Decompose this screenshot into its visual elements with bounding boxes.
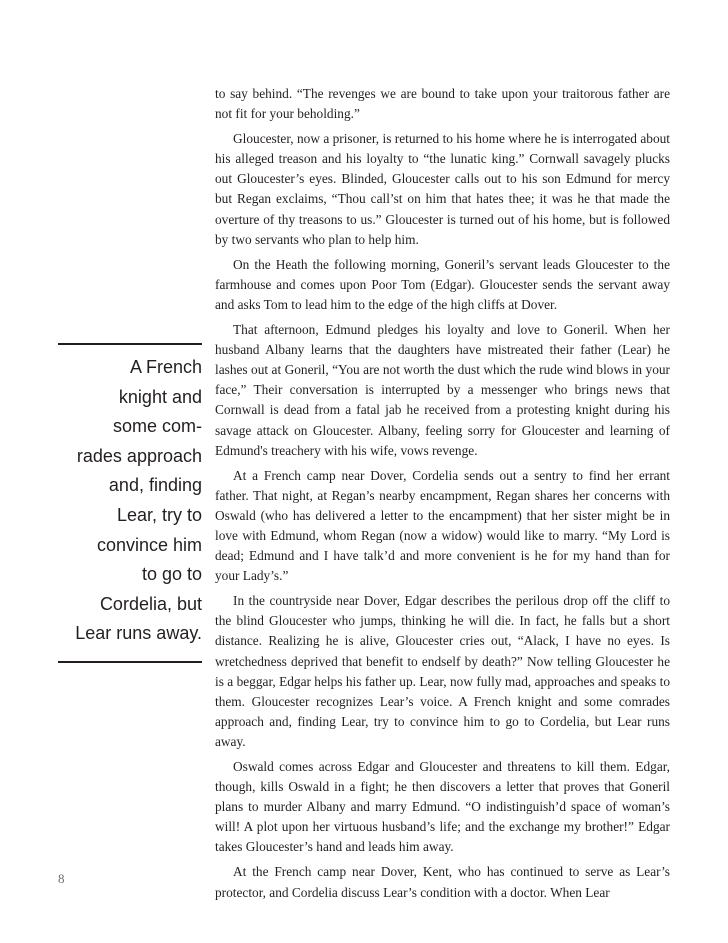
pull-quote [58, 343, 202, 663]
paragraph: At the French camp near Dover, Kent, who has continued to serve as Lear’s protector, and Cordelia discuss Lear’s condition with a doctor. When Lear [215, 864, 670, 900]
paragraph: On the Heath the following morning, Goneril’s servant leads Gloucester to the farmhouse and comes upon Poor Tom (Edgar). Gloucester sends the servant away and asks Tom to lead him to the edge of the high cliffs at Dover. [215, 256, 670, 312]
body-text-column [215, 84, 670, 908]
pull-quote-top-rule [58, 343, 202, 345]
paragraph: At a French camp near Dover, Cordelia sends out a sentry to find her errant father. That night, at Regan’s nearby encampment, Regan shares her concerns with Oswald (who has delivered a letter to the encampment) that her sister might be in love with Edmund, whom Regan (now a widow) would like to marry. “My Lord is dead; Edmund and I have talk’d and more convenient is he for my hand than for your Lady’s.” [215, 467, 670, 584]
paragraph: Oswald comes across Edgar and Gloucester and threatens to kill them. Edgar, though, kills Oswald in a fight; he then discovers a letter that proves that Goneril plans to murder Albany and marry Edmund. “O indistinguish’d space of woman’s will! A plot upon her virtuous husband’s life; and the exchange my brother!” Edgar takes Gloucester’s hand and leads him away. [215, 759, 670, 855]
paragraph: That afternoon, Edmund pledges his loyalty and love to Goneril. When her husband Albany learns that the daughters have mistreated their father (Lear) he lashes out at Goneril, “You are not worth the dust which the rude wind blows in your face,” Their conversation is interrupted by a messenger who brings news that Cornwall is dead from a fatal jab he received from a protesting knight during his savage attack on Gloucester. Albany, feeling sorry for Gloucester and learning of Edmund's treachery with his wife, vows revenge. [215, 322, 670, 458]
paragraph: In the countryside near Dover, Edgar describes the perilous drop off the cliff to the blind Gloucester who jumps, thinking he will die. In fact, he falls but a short distance. Realizing he is alive, Gloucester cries out, “Alack, I have no eyes. Is wretchedness deprived that benefit to endself by death?” Now telling Gloucester he is a beggar, Edgar helps his father up. Lear, now fully mad, approaches and speaks to them. Gloucester recognizes Lear’s voice. A French knight and some comrades approach and, finding Lear, try to convince him to go to Cordelia, but Lear runs away. [215, 593, 670, 749]
paragraph-continuation: to say behind. “The revenges we are bound to take upon your traitorous father are not fit for your beholding.” [215, 86, 670, 122]
paragraph: Gloucester, now a prisoner, is returned to his home where he is interrogated about his alleged treason and his loyalty to “the lunatic king.” Cornwall savagely plucks out Gloucester’s eyes. Blinded, Gloucester calls out to his son Edmund for mercy but Regan exclaims, “Thou call’st on him that hates thee; it was he that made the overture of thy treasons to us.” Gloucester is turned out of his home, but is followed by two servants who plan to help him. [215, 131, 670, 247]
pull-quote-bottom-rule [58, 661, 202, 663]
pull-quote-text: A French knight and some com- rades approach and, finding Lear, try to convince him to go to Cordelia, but Lear runs away. [75, 357, 202, 644]
page-number: 8 [58, 871, 65, 886]
